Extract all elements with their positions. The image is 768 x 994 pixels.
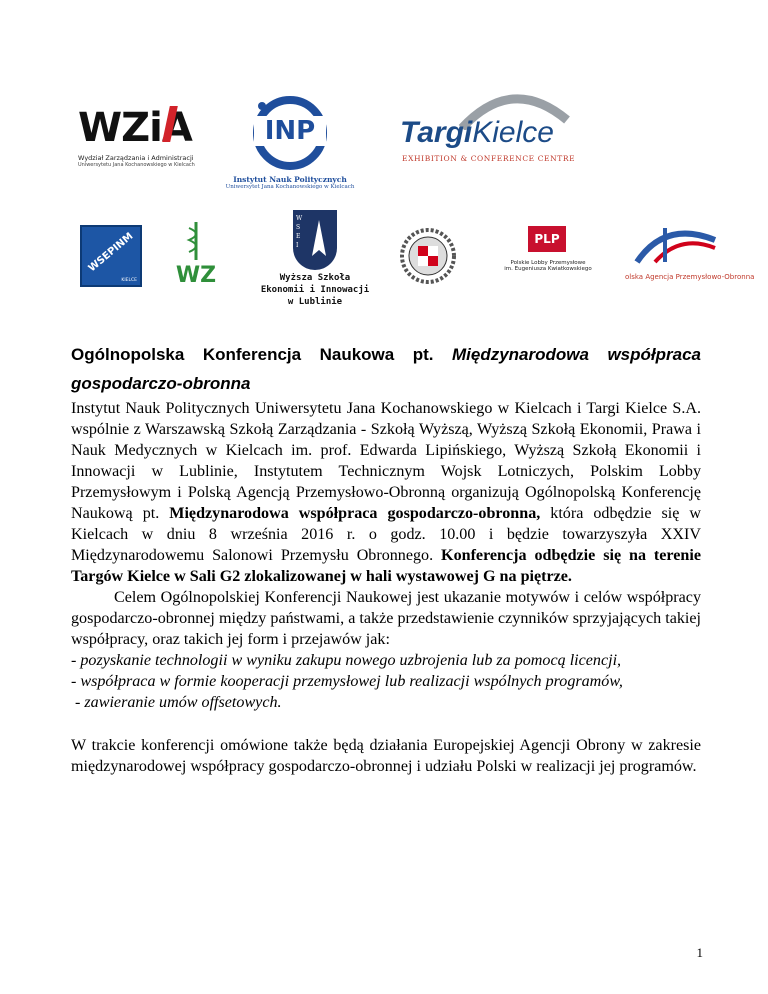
inp-line1: Instytut Nauk Politycznych	[233, 175, 347, 184]
kielce-word: Kielce	[472, 116, 554, 149]
heading-plain: Ogólnopolska Konferencja Naukowa pt.	[71, 345, 452, 364]
intro-bold-location: Konferencja odbędzie się na terenie Targów Kielce w Sali G2 zlokalizowanej w hali wystawowej G na piętrze.	[71, 547, 701, 585]
plp-line2: im. Eugeniusza Kwiatkowskiego	[504, 266, 592, 272]
document-body	[71, 398, 701, 777]
wsei-line3: w Lublinie	[287, 297, 343, 307]
pao-text: olska Agencja Przemysłowo-Obronna	[625, 273, 755, 281]
wsei-logo	[250, 210, 380, 314]
bullet-item-1: - pozyskanie technologii w wyniku zakupu nowego uzbrojenia lub za pomocą licencji,	[71, 652, 622, 669]
plp-line1: Polskie Lobby Przemysłowe	[510, 260, 586, 266]
paragraph-eda: W trakcie konferencji omówione także będą działania Europejskiej Agencji Obrony w zakresie międzynarodowej współpracy gospodarczo-obronnej i udziału Polski w realizacji jej programów.	[71, 737, 701, 775]
targi-word: Targi	[400, 116, 473, 149]
caduceus-icon	[165, 220, 227, 260]
wsei-emblem	[293, 210, 337, 270]
wsei-letters: W S E I	[296, 215, 303, 249]
wsei-arrow-icon	[293, 210, 337, 270]
intro-text-a: Instytut Nauk Politycznych Uniwersytetu Jana Kochanowskiego w Kielcach i Targi Kielce S.A. wspólnie z Warszawską Szkołą Zarządzania - Szkołą Wyższą, Wyższą Szkołą Ekonomii, Prawa i Nauk Medycznych w Kielcach im. prof. Edwarda Lipińskiego, Wyższą Szkołą Ekonomii i Innowacji w Lublinie, Instytutem Technicznym Wojsk Lotniczych, Polskim Lobby Przemysłowym i Polską Agencją Przemysłowo-Obronną organizują Ogólnopolską Konferencję Naukową pt.	[71, 400, 701, 522]
wzia-mark: WZiA	[78, 105, 192, 151]
wsei-line2: Ekonomii i Innowacji	[260, 285, 370, 295]
document-heading	[71, 340, 701, 398]
wz-logo	[165, 220, 227, 288]
wsepinm-mark: WSEPINM	[86, 230, 136, 275]
intro-text-b: która odbędzie się w Kielcach w dniu 8 września 2016 r. o godz. 10.00 i będzie towarzyszyła XXIV Międzynarodowemu Salonowi Przemysłu Obronnego.	[71, 505, 701, 564]
pao-logo	[625, 222, 755, 284]
targi-kielce-logo	[392, 80, 602, 170]
aviation-checkerboard-icon	[400, 228, 456, 284]
wsepinm-logo	[80, 225, 142, 287]
wz-mark: WZ	[175, 263, 217, 288]
inp-line2: Uniwersytet Jana Kochanowskiego w Kielcach	[225, 184, 355, 190]
inp-logo	[220, 96, 360, 196]
inp-mark: INP	[254, 116, 326, 146]
bullet-item-3: - zawieranie umów offsetowych.	[71, 694, 282, 711]
itwl-emblem	[400, 228, 456, 284]
wsei-line1: Wyższa Szkoła	[279, 273, 351, 283]
bullet-item-2: - współpraca w formie kooperacji przemysłowej lub realizacji wspólnych programów,	[71, 673, 623, 690]
wzia-logo	[78, 106, 208, 176]
paragraph-goal: Celem Ogólnopolskiej Konferencji Naukowej jest ukazanie motywów i celów współpracy gospodarczo-obronnej między państwami, a także przedstawienie czynników sprzyjających takiej współpracy, oraz takich jej form i przejawów jak:	[71, 589, 701, 648]
targi-tagline: EXHIBITION & CONFERENCE CENTRE	[402, 154, 576, 163]
wsepinm-sub: KIELCE	[121, 278, 137, 283]
paragraph-spacer	[71, 713, 701, 735]
targi-wordmark	[400, 116, 554, 150]
plp-logo	[500, 226, 596, 286]
paragraph-intro	[71, 398, 701, 587]
plp-mark: PLP	[528, 226, 566, 252]
wzia-line2: Uniwersytetu Jana Kochanowskiego w Kielcach	[78, 162, 195, 168]
page-number: 1	[696, 945, 703, 960]
wzia-line1: Wydział Zarządzania i Administracji	[78, 154, 194, 162]
intro-bold-title: Międzynarodowa współpraca gospodarczo-obronna,	[169, 505, 541, 522]
heading-italic-title: Międzynarodowa współpraca gospodarczo-obronna	[71, 345, 701, 393]
pao-swoosh-icon	[625, 222, 723, 266]
